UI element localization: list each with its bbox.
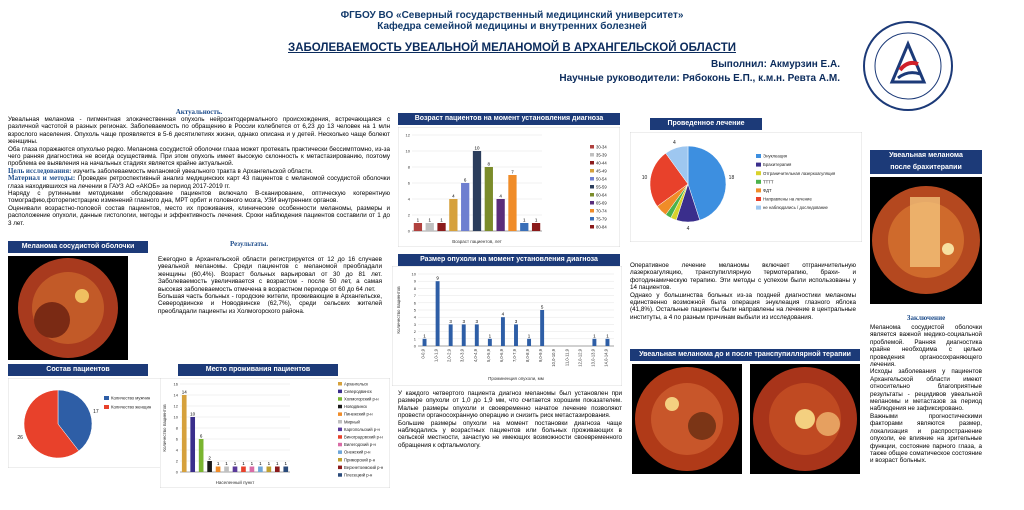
intro-p1: Увеальная меланома - пигментная злокачественная опухоль нейроэктодермального происхождения, встречающаяся с различной частотой в разных регионах. Заболеваемость по обращению в России колеблется от 6,23 до 13 человек на 1 млн взрослого населения. Опухоль чаще проявляется в 5-6 десятилетиях жизни, однако описана и у детей. Несколько чаще болеют женщины. xyxy=(8,116,390,146)
legend-label: 45-49 xyxy=(596,168,607,174)
legend-label: Верхнетоемский р-н xyxy=(344,464,384,470)
legend-swatch xyxy=(338,405,342,409)
results-text-3 xyxy=(630,262,856,321)
bar-residence xyxy=(199,439,204,472)
bar-size xyxy=(501,317,505,346)
legend-swatch xyxy=(590,169,594,173)
y-tick-label: 8 xyxy=(407,164,410,170)
treatment-pie-chart xyxy=(630,132,862,242)
bar-residence xyxy=(267,467,272,473)
legend-swatch xyxy=(590,177,594,181)
legend-label: 80-84 xyxy=(596,224,607,230)
bar-residence xyxy=(258,467,263,473)
data-label: 1 xyxy=(606,333,609,339)
bar-age xyxy=(473,151,481,231)
x-tick-label: 4,0-4,9 xyxy=(472,349,478,363)
data-label: 3 xyxy=(475,318,479,324)
slice-label: 4 xyxy=(673,140,676,147)
bar-size xyxy=(527,339,531,346)
legend-label: Вилегодский р-н xyxy=(344,442,376,448)
intro-p2: Оба глаза поражаются опухолью редко. Меланома сосудистой оболочки глаза может протекать практически бессимптомно, из-за чего ранняя диагностика не всегда осуществима. При этом опухоль имеет высокую склонность к метастазированию, поэтому проблема ее выявления на начальных стадиях является крайне актуальной. xyxy=(8,145,390,168)
results-p2: Большая часть больных - городские жители, проживающие в Архангельске, Северодвинске и Новодвинске (62,7%), среди сельских жителей преобладали пациенты из Холмогорского района. xyxy=(158,293,382,315)
y-tick-label: 10 xyxy=(173,414,178,420)
university-name: ФГБОУ ВО «Северный государственный медицинский университет» xyxy=(340,10,684,21)
size-chart-title: Размер опухоли на момент установления диагноза xyxy=(398,254,620,266)
conclusion-section xyxy=(870,324,982,465)
x-tick-label: 2,0-2,9 xyxy=(446,349,452,363)
y-tick-label: 14 xyxy=(173,392,178,398)
legend-swatch xyxy=(590,193,594,197)
y-tick-label: 2 xyxy=(413,329,416,335)
bar-residence xyxy=(216,467,221,473)
university-logo-icon xyxy=(862,20,954,112)
data-label: 1 xyxy=(534,217,538,223)
legend-label: 40-44 xyxy=(596,160,607,166)
legend-label: 50-54 xyxy=(596,176,607,182)
y-tick-label: 12 xyxy=(405,132,410,138)
photo2-caption xyxy=(870,150,982,174)
bar-size xyxy=(462,324,466,346)
x-tick-label: 8,0-8,9 xyxy=(525,349,531,363)
data-label: 1 xyxy=(428,217,431,223)
y-tick-label: 2 xyxy=(407,212,410,218)
legend-swatch xyxy=(756,154,761,158)
residence-bar-chart xyxy=(160,378,390,488)
results-p3: У каждого четвертого пациента диагноз меланомы был установлен при размере опухоли от 1,0 до 1,9 мм, что считается хорошим показателем. Малые размеры опухоли и своевременно начатое лечение позволяют провести органосохранную операцию и снизить риск метастазирования. xyxy=(398,390,622,420)
data-label: 3 xyxy=(462,318,465,324)
x-tick-label: 7,0-7,9 xyxy=(512,349,517,363)
legend-label: 55-59 xyxy=(596,184,607,190)
x-tick-label: 14,0-14,9 xyxy=(603,349,609,367)
y-tick-label: 6 xyxy=(407,180,410,186)
data-label: 8 xyxy=(487,161,491,167)
data-label: 1 xyxy=(527,333,531,339)
bar-size xyxy=(488,339,492,346)
y-tick-label: 12 xyxy=(173,403,178,409)
conclusion-heading: Заключение xyxy=(906,314,946,322)
legend-swatch xyxy=(338,443,342,447)
age-chart-title: Возраст пациентов на момент установления диагноза xyxy=(398,113,620,125)
residence-chart-title: Место проживания пациентов xyxy=(178,364,338,376)
bar-age xyxy=(497,199,505,231)
legend-swatch xyxy=(104,396,109,400)
legend-swatch xyxy=(338,435,342,439)
legend-label: Северодвинск xyxy=(344,388,372,394)
data-label: 6 xyxy=(199,433,203,439)
y-tick-label: 9 xyxy=(413,278,416,284)
bar-age xyxy=(520,223,528,231)
data-label: 10 xyxy=(190,411,196,417)
y-tick-label: 4 xyxy=(407,196,410,202)
x-axis-label: Возраст пациентов, лет xyxy=(452,239,502,244)
data-label: 14 xyxy=(181,389,187,395)
bar-residence xyxy=(224,467,229,473)
y-tick-label: 0 xyxy=(413,343,416,349)
supervisors-line: Научные руководители: Рябоконь Е.П., к.м.н. Ревта А.М. xyxy=(559,73,840,84)
bar-size xyxy=(592,339,596,346)
x-tick-label: 10,0-10,9 xyxy=(551,349,557,367)
legend-label: не наблюдались / доследование xyxy=(763,205,828,211)
treatment-chart-title: Проведенное лечение xyxy=(650,118,762,130)
y-tick-label: 2 xyxy=(175,458,178,464)
y-tick-label: 10 xyxy=(411,271,416,277)
sex-pie-chart xyxy=(8,378,178,468)
legend-swatch xyxy=(590,161,594,165)
x-tick-label: 6,0-6,9 xyxy=(498,349,504,363)
bar-age xyxy=(461,183,469,231)
legend-label: Виноградовский р-н xyxy=(344,434,383,440)
authors-block xyxy=(540,58,840,86)
results-text-2 xyxy=(398,390,622,449)
y-tick-label: 5 xyxy=(413,307,416,313)
legend-swatch xyxy=(590,201,594,205)
fundus-photo-after xyxy=(750,364,860,474)
legend-swatch xyxy=(756,188,761,192)
photo3-caption: Увеальная меланома до и после транспупиллярной терапии xyxy=(630,349,860,361)
bar-residence xyxy=(233,467,238,473)
legend-label: Количество женщин xyxy=(111,404,152,410)
data-label: 1 xyxy=(488,333,492,339)
legend-swatch xyxy=(338,466,342,470)
data-label: 4 xyxy=(452,193,455,199)
fundus-photo-1 xyxy=(8,256,128,360)
data-label: 3 xyxy=(449,318,452,324)
legend-swatch xyxy=(756,197,761,201)
legend-swatch xyxy=(590,145,594,149)
data-label: 10 xyxy=(474,145,480,151)
bar-size xyxy=(606,339,610,346)
poster-title: ЗАБОЛЕВАЕМОСТЬ УВЕАЛЬНОЙ МЕЛАНОМОЙ В АРХАНГЕЛЬСКОЙ ОБЛАСТИ xyxy=(288,42,736,54)
legend-swatch xyxy=(756,171,761,175)
intro-heading: Актуальность. xyxy=(175,108,223,116)
legend-label: 60-64 xyxy=(596,192,607,198)
x-axis-label: Проминенция опухоли, мм xyxy=(488,376,544,381)
y-tick-label: 4 xyxy=(413,314,416,320)
legend-swatch xyxy=(338,428,342,432)
legend-label: 75-79 xyxy=(596,216,607,222)
y-tick-label: 3 xyxy=(413,321,416,327)
sex-chart-title: Состав пациентов xyxy=(8,364,148,376)
legend-label: Пинежский р-н xyxy=(344,411,373,417)
bar-residence xyxy=(207,461,212,472)
legend-label: Архангельск xyxy=(344,381,368,387)
data-label: 1 xyxy=(250,461,254,466)
legend-swatch xyxy=(590,209,594,213)
x-tick-label: 13,0-13,9 xyxy=(590,349,596,367)
data-label: 7 xyxy=(511,169,514,175)
data-label: 2 xyxy=(208,455,211,461)
conclusion-p3: Важными прогностическими факторами являются размер, локализация и распространение опухоли, ее влияние на зрительные функции, состояние парного глаза, а также общее соматическое состояние и возраст больных. xyxy=(870,412,982,465)
legend-swatch xyxy=(104,405,109,409)
legend-label: Онежский р-н xyxy=(344,449,371,455)
conclusion-p2: Исходы заболевания у пациентов Архангельской области имеют относительно благоприятные результаты - рецидивов увеальной меланомы и метастазов за период наблюдения не зафиксировано. xyxy=(870,368,982,413)
bar-age xyxy=(437,223,445,231)
legend-label: ТТТТ xyxy=(763,179,774,185)
legend-swatch xyxy=(338,420,342,424)
data-label: 9 xyxy=(436,275,439,281)
y-tick-label: 0 xyxy=(175,469,178,475)
y-tick-label: 8 xyxy=(413,285,416,291)
slice-label: 10 xyxy=(641,175,648,182)
legend-label: 30-34 xyxy=(596,144,607,150)
legend-label: Новодвинск xyxy=(344,404,368,410)
methods-paragraph xyxy=(8,175,390,190)
x-tick-label: 0-0,9 xyxy=(420,349,426,359)
legend-label: Энуклеация xyxy=(763,153,788,159)
legend-swatch xyxy=(590,217,594,221)
x-tick-label: 12,0-12,9 xyxy=(577,349,583,367)
results-text-1 xyxy=(158,256,382,315)
legend-label: Направлены на лечение xyxy=(763,196,812,202)
intro-p4: Оценивали возрастно-половой состав пациентов, место их проживания, клинические особенности меланомы, размеры и расположение опухоли, данные гистологии, методы и эффективность лечения. Сроки наблюдения пациентов составили от 1 до 3 лет. xyxy=(8,204,390,227)
legend-label: 35-39 xyxy=(596,152,607,158)
data-label: 1 xyxy=(267,461,271,466)
data-label: 4 xyxy=(501,311,505,317)
data-label: 1 xyxy=(284,461,288,466)
x-tick-label: 11,0-11,9 xyxy=(564,349,570,367)
y-tick-label: 8 xyxy=(175,425,178,431)
slice-label: 26 xyxy=(17,434,23,441)
results-p4: Большие размеры опухоли на момент постановки диагноза чаще наблюдались у возрастных пациентов или больных проживающих в сельской местности, зачастую не имеющих возможности своевременного обращения к офтальмологу. xyxy=(398,419,622,449)
age-bar-chart xyxy=(398,127,620,247)
bar-age xyxy=(449,199,457,231)
legend-label: Плесецкий р-н xyxy=(344,472,373,478)
legend-swatch xyxy=(338,390,342,394)
legend-label: Отграничительная лазеркоагуляция xyxy=(763,170,836,176)
data-label: 1 xyxy=(416,217,420,223)
data-label: 1 xyxy=(440,217,443,223)
y-tick-label: 1 xyxy=(413,336,416,342)
data-label: 1 xyxy=(233,461,237,466)
bar-size xyxy=(475,324,479,346)
legend-label: Количество мужчин xyxy=(111,395,151,401)
legend-swatch xyxy=(756,163,761,167)
legend-swatch xyxy=(756,206,761,210)
bar-size xyxy=(449,324,453,346)
size-bar-chart xyxy=(392,266,622,386)
x-axis-label: Населенный пункт xyxy=(215,480,255,485)
y-axis-label: Количество пациентов xyxy=(396,286,401,334)
x-tick-label: 9,0-9,9 xyxy=(538,349,544,363)
legend-label: 70-74 xyxy=(596,208,607,214)
slice-label: 17 xyxy=(93,409,99,416)
y-tick-label: 7 xyxy=(413,293,416,299)
legend-label: Мирный xyxy=(344,419,360,425)
legend-swatch xyxy=(756,180,761,184)
bar-residence xyxy=(275,467,280,473)
results-p1: Ежегодно в Архангельской области регистрируется от 12 до 16 случаев увеальной меланомы. Среди пациентов с меланомой преобладали женщины (60,4%). Возраст больных варьировал от 30 до 81 лет. Заболеваемость увеличивается с возрастом - после 50 лет, а самая высокая заболеваемость отмечена в возрастном периоде от 60 до 64 лет. xyxy=(158,256,382,293)
data-label: 1 xyxy=(523,217,526,223)
photo1-caption: Меланома сосудистой оболочки xyxy=(8,241,148,253)
aim-label: Цель исследования: xyxy=(8,166,72,175)
bar-residence xyxy=(182,395,187,472)
bar-residence xyxy=(283,467,288,473)
x-tick-label: 5,0-5,9 xyxy=(485,349,491,363)
x-tick-label: 1,0-1,9 xyxy=(433,349,439,363)
legend-swatch xyxy=(590,225,594,229)
bar-size xyxy=(540,310,544,346)
photo2-caption-line1: Увеальная меланома xyxy=(889,152,963,159)
legend-swatch xyxy=(338,412,342,416)
y-tick-label: 4 xyxy=(175,447,178,453)
data-label: 1 xyxy=(593,333,596,339)
y-tick-label: 0 xyxy=(407,228,410,234)
legend-swatch xyxy=(338,397,342,401)
bar-residence xyxy=(190,417,195,472)
intro-section xyxy=(8,108,390,227)
bar-size xyxy=(423,339,427,346)
bar-age xyxy=(426,223,434,231)
results-p6: Однако у большинства больных из-за поздней диагностики меланомы единственно возможной была операция энуклеация глазного яблока (41,8%). Остальные пациенты были направлены на лечение в центральные институты, а 4 по разным причинам выбыли из исследования. xyxy=(630,291,856,321)
methods-label: Материал и методы: xyxy=(8,174,76,183)
data-label: 1 xyxy=(242,461,245,466)
slice-label: 4 xyxy=(686,226,690,232)
y-tick-label: 10 xyxy=(405,148,410,154)
bar-size xyxy=(436,281,440,346)
y-tick-label: 6 xyxy=(413,300,416,306)
chart-frame xyxy=(392,266,622,386)
data-label: 1 xyxy=(259,461,262,466)
bar-age xyxy=(414,223,422,231)
legend-label: Холмогорский р-н xyxy=(344,396,379,402)
bar-age xyxy=(532,223,540,231)
data-label: 6 xyxy=(463,177,467,183)
bar-residence xyxy=(241,467,246,473)
slice-label: 18 xyxy=(728,175,735,182)
bar-age xyxy=(508,175,516,231)
legend-swatch xyxy=(338,450,342,454)
methods-text: Проведен ретроспективный анализ медицинских карт 43 пациентов с меланомой сосудистой оболочки глаза находившихся на лечении в ГАУЗ АО «АКОБ» за период 2017-2019 гг. xyxy=(8,175,390,190)
photo2-caption-line2: после брахитерапии xyxy=(890,164,962,171)
y-tick-label: 6 xyxy=(175,436,178,442)
legend-label: Каргопольский р-н xyxy=(344,426,380,432)
legend-swatch xyxy=(338,382,342,386)
legend-label: Брахитерапия xyxy=(763,162,792,168)
y-axis-label: Количество пациентов xyxy=(162,404,167,452)
data-label: 3 xyxy=(514,318,518,324)
department-name: Кафедра семейной медицины и внутренних болезней xyxy=(377,21,647,32)
fundus-photo-before xyxy=(632,364,742,474)
bar-size xyxy=(514,324,518,346)
author-line: Выполнил: Акмурзин Е.А. xyxy=(711,59,840,70)
data-label: 1 xyxy=(225,461,228,466)
legend-swatch xyxy=(338,458,342,462)
legend-label: Приморский р-н xyxy=(344,457,376,463)
legend-swatch xyxy=(338,473,342,477)
conclusion-p1: Меланома сосудистой оболочки является важной медико-социальной проблемой. Ранняя диагностика крайне необходима с целью проведения органосохраняющего лечения. xyxy=(870,324,982,369)
bar-age xyxy=(485,167,493,231)
legend-label: ФДТ xyxy=(763,188,772,193)
results-heading: Результаты. xyxy=(230,240,269,248)
legend-swatch xyxy=(590,185,594,189)
data-label: 1 xyxy=(216,461,220,466)
y-tick-label: 16 xyxy=(173,381,178,387)
data-label: 5 xyxy=(540,304,544,310)
results-p5: Оперативное лечение меланомы включает отграничительную лазеркоагуляцию, транспупиллярную термотерапию, брахи- и фотодинамическую терапию. Эти методы с успехом были использованы у 14 пациентов. xyxy=(630,262,856,292)
data-label: 1 xyxy=(276,461,279,466)
legend-label: 65-69 xyxy=(596,200,607,206)
intro-p3: Наряду с рутинными методиками обследование пациентов включало В-сканирование, оптическую когерентную томографию,фоторегистрацию изменений глазного дна, МРТ орбит и головного мозга, УЗИ внутренних органов. xyxy=(8,190,390,205)
legend-swatch xyxy=(590,153,594,157)
bar-residence xyxy=(250,467,255,473)
aim-text: изучить заболеваемость меланомой увеального тракта в Архангельской области. xyxy=(71,167,313,175)
data-label: 4 xyxy=(499,193,502,199)
data-label: 1 xyxy=(423,333,426,339)
x-tick-label: 3,0-3,9 xyxy=(459,349,465,363)
fundus-photo-brachytherapy xyxy=(870,177,982,304)
